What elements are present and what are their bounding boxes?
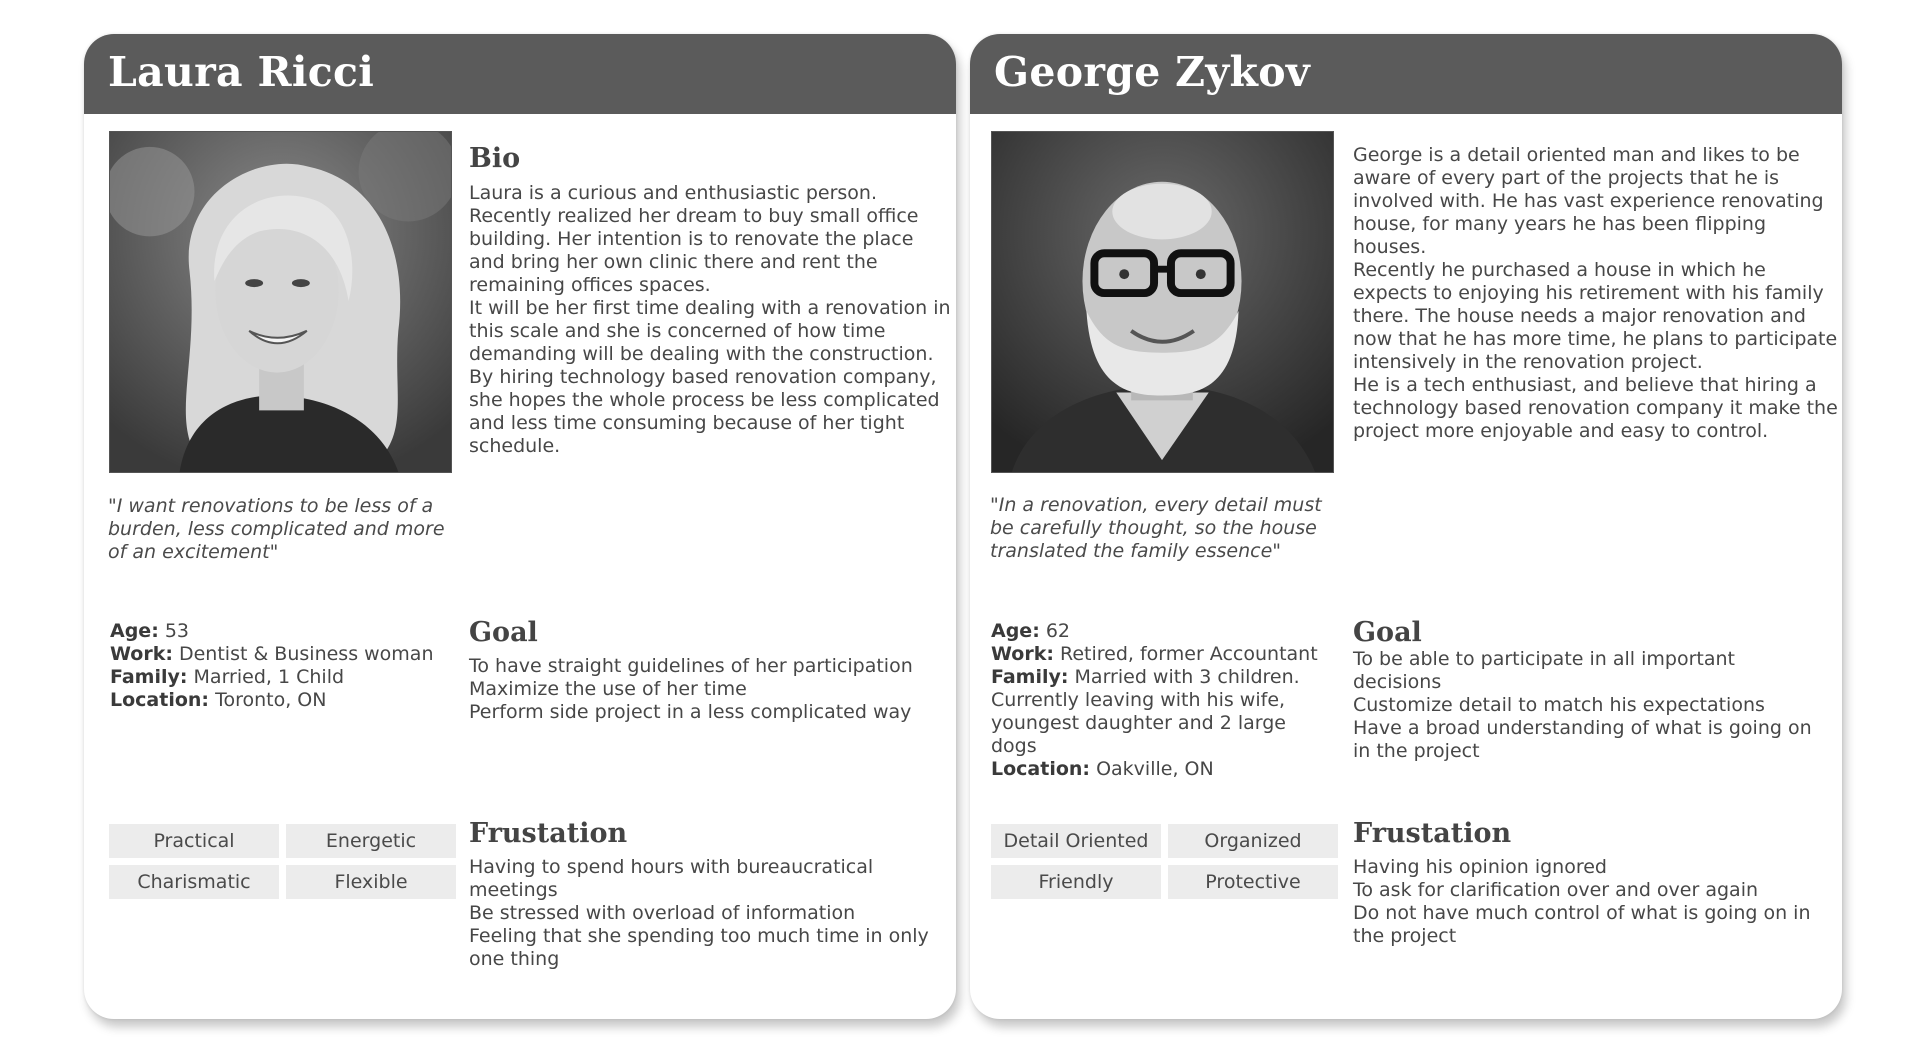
persona-quote: "I want renovations to be less of a burden, less complicated and more of an excitement" — [108, 495, 445, 563]
goal-item: Customize detail to match his expectations — [1353, 694, 1765, 716]
man-portrait-icon — [992, 132, 1333, 472]
fact-work: Work: Retired, former Accountant — [991, 643, 1318, 665]
trait-tag: Charismatic — [109, 865, 279, 899]
frustration-item: Feeling that she spending too much time in only one thing — [469, 925, 929, 970]
trait-tags — [109, 824, 456, 899]
goal-item: Have a broad understanding of what is going on in the project — [1353, 717, 1812, 762]
bio-paragraph: It will be her first time dealing with a renovation in this scale and she is concerned of how time demanding will be dealing with the construction. — [469, 297, 951, 365]
trait-tag: Flexible — [286, 865, 456, 899]
bio-paragraph: By hiring technology based renovation company, she hopes the whole process be less complicated and less time consuming because of her tight schedule. — [469, 366, 940, 457]
card-header — [970, 34, 1842, 114]
goal-item: To be able to participate in all important decisions — [1353, 648, 1735, 693]
goal-item: Maximize the use of her time — [469, 678, 747, 700]
frustration-item: Do not have much control of what is going on in the project — [1353, 902, 1811, 947]
bio-paragraph: Recently realized her dream to buy small office building. Her intention is to renovate the place and bring her own clinic there and rent the remaining offices spaces. — [469, 205, 919, 296]
frustration-title: Frustation — [469, 818, 628, 849]
fact-location: Location: Oakville, ON — [991, 758, 1214, 780]
woman-portrait-photo — [109, 131, 452, 473]
goal-item: To have straight guidelines of her participation — [469, 655, 913, 677]
trait-tag: Detail Oriented — [991, 824, 1161, 858]
frustration-item: To ask for clarification over and over again — [1353, 879, 1759, 901]
trait-tag: Energetic — [286, 824, 456, 858]
bio-paragraph: He is a tech enthusiast, and believe that hiring a technology based renovation company it make the project more enjoyable and easy to control. — [1353, 374, 1838, 442]
goal-list — [469, 655, 949, 724]
persona-name: Laura Ricci — [108, 48, 375, 96]
frustration-list — [1353, 856, 1823, 948]
goal-title: Goal — [1353, 617, 1422, 648]
trait-tag: Organized — [1168, 824, 1338, 858]
trait-tags — [991, 824, 1338, 899]
persona-name: George Zykov — [994, 48, 1311, 96]
fact-age: Age: 62 — [991, 620, 1071, 642]
frustration-title: Frustation — [1353, 818, 1512, 849]
fact-age: Age: 53 — [110, 620, 190, 642]
trait-tag: Protective — [1168, 865, 1338, 899]
bio-text — [1353, 144, 1838, 443]
bio-paragraph: George is a detail oriented man and likes to be aware of every part of the projects that he is involved with. He has vast experience renovating house, for many years he has been flipping houses. — [1353, 144, 1824, 258]
persona-card-george — [970, 34, 1842, 1019]
bio-paragraph: Recently he purchased a house in which he expects to enjoying his retirement with his family there. The house needs a major renovation and now that he has more time, he plans to participate intensively in the renovation project. — [1353, 259, 1838, 373]
fact-family: Family: Married with 3 children. Currently leaving with his wife, youngest daughter and 2 large dogs — [991, 666, 1300, 757]
trait-tag: Practical — [109, 824, 279, 858]
bio-title: Bio — [469, 143, 521, 174]
frustration-list — [469, 856, 949, 971]
goal-list — [1353, 648, 1823, 763]
goal-item: Perform side project in a less complicated way — [469, 701, 912, 723]
fact-location: Location: Toronto, ON — [110, 689, 327, 711]
persona-quote: "In a renovation, every detail must be carefully thought, so the house translated the family essence" — [990, 494, 1322, 562]
man-portrait-photo — [991, 131, 1334, 473]
fact-family: Family: Married, 1 Child — [110, 666, 345, 688]
card-header — [84, 34, 956, 114]
trait-tag: Friendly — [991, 865, 1161, 899]
persona-card-laura — [84, 34, 956, 1019]
frustration-item: Be stressed with overload of information — [469, 902, 856, 924]
frustration-item: Having to spend hours with bureaucratical meetings — [469, 856, 874, 901]
goal-title: Goal — [469, 617, 538, 648]
persona-facts — [991, 620, 1336, 781]
persona-facts — [110, 620, 450, 712]
woman-portrait-icon — [110, 132, 451, 472]
bio-text — [469, 182, 954, 458]
fact-work: Work: Dentist & Business woman — [110, 643, 434, 665]
frustration-item: Having his opinion ignored — [1353, 856, 1607, 878]
bio-paragraph: Laura is a curious and enthusiastic person. — [469, 182, 877, 204]
